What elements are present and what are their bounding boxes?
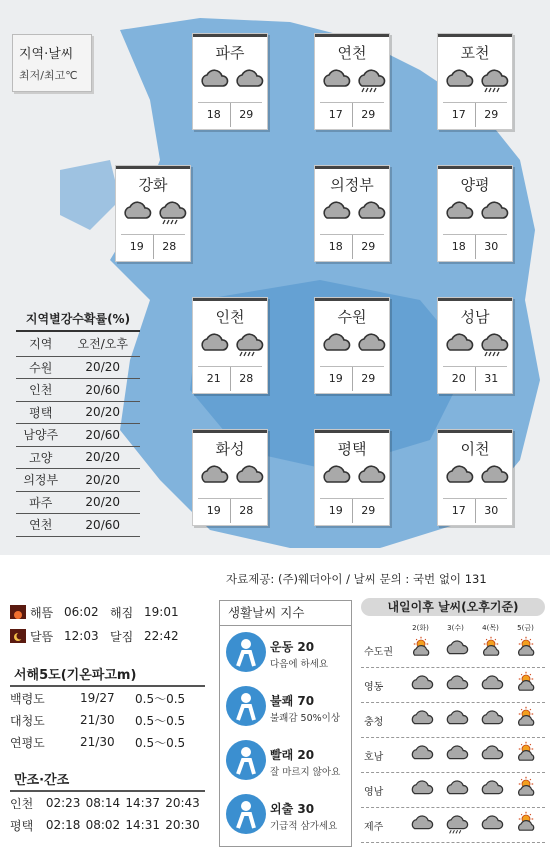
precip-region: 고양 [16,446,65,469]
weather-icons [438,64,512,94]
partly-sunny-icon [510,811,545,839]
forecast-day: 5(금) [517,624,534,632]
temp-low: 19 [129,240,144,253]
wave-height: 0.5～0.5 [135,735,186,750]
weather-icons [438,328,512,358]
temp-high: 29 [352,103,385,127]
life-index-item [220,734,351,788]
city-name: 강화 [138,176,168,194]
forecast-day: 2(화) [412,624,429,632]
cloud-icon [319,196,351,226]
sunset-label: 해짐 [110,605,134,620]
precip-value: 20/60 [65,424,140,447]
temperature-row [320,498,384,523]
cloud-icon [405,811,440,839]
precip-value: 20/20 [65,491,140,514]
cloud-icon [442,460,474,490]
tide-time: 14:31 [125,818,160,832]
temperature-row [121,234,185,259]
temperature-row [320,102,384,127]
partly-sunny-icon [405,636,440,664]
forecast-region: 호남 [364,751,384,763]
rain-cloud-icon [354,64,386,94]
forecast-region: 충청 [364,716,384,728]
sunset-time: 19:01 [144,605,179,619]
temp-high: 29 [230,103,263,127]
life-index-item [220,680,351,734]
temp-low: 19 [328,504,343,517]
table-row [16,514,140,537]
weather-icons [315,196,389,226]
city-card [192,33,268,130]
rain-cloud-icon [232,328,264,358]
temp-low: 18 [451,240,466,253]
left-info-panel [10,600,205,836]
temp-high: 29 [352,499,385,523]
table-row [16,491,140,514]
cloud-icon [405,741,440,769]
cloud-icon [477,196,509,226]
partly-sunny-icon [510,706,545,734]
precip-region: 파주 [16,491,65,514]
temp-low: 17 [451,504,466,517]
forecast-row [361,703,545,738]
life-index-desc: 잘 마르지 않아요 [270,767,341,778]
precip-header-ampm: 오전/오후 [65,332,140,356]
temp-low: 21 [206,372,221,385]
cloud-icon [440,671,475,699]
life-index-desc: 기급적 삼가세요 [270,821,338,832]
weather-icons [315,64,389,94]
temp-high: 28 [230,367,263,391]
temp-high: 28 [153,235,186,259]
temp-low: 20 [451,372,466,385]
temperature-row [198,102,262,127]
weather-icons [438,196,512,226]
tide-time: 08:02 [85,818,121,832]
rain-cloud-icon [440,811,475,839]
precip-value: 20/20 [65,356,140,379]
sunrise-icon [10,605,26,619]
cloud-icon [475,776,510,804]
wave-row [10,731,205,753]
table-row [16,356,140,379]
tide-row [10,814,205,836]
temp-high: 31 [475,367,508,391]
precip-region: 남양주 [16,424,65,447]
life-index-name: 빨래 20 [270,748,315,762]
city-name: 이천 [460,440,490,458]
sunrise-time: 06:02 [64,605,99,619]
table-row [16,469,140,492]
life-index-name: 운동 20 [270,640,315,654]
forecast-panel [361,598,545,843]
precip-region: 평택 [16,401,65,424]
temp-low: 18 [206,108,221,121]
city-card [437,33,513,130]
tide-row [10,792,205,814]
tide-time: 20:43 [165,796,200,810]
forecast-region: 수도권 [364,646,393,658]
cloud-icon [319,460,351,490]
moonset-label: 달짐 [110,629,134,644]
life-index-item [220,788,351,842]
wave-island: 연평도 [10,735,45,750]
cloud-icon [232,64,264,94]
cloud-icon [120,196,152,226]
life-index-name: 불쾌 70 [270,694,315,708]
rain-cloud-icon [477,328,509,358]
partly-sunny-icon [510,741,545,769]
weather-icons [315,328,389,358]
temp-high: 29 [352,235,385,259]
city-card [437,165,513,262]
temperature-row [443,102,507,127]
city-name: 인천 [215,308,245,326]
partly-sunny-icon [510,776,545,804]
city-name: 의정부 [330,176,374,194]
city-card [314,429,390,526]
weather-icons [438,460,512,490]
table-row [16,379,140,402]
table-row [16,446,140,469]
forecast-row [361,633,545,668]
partly-sunny-icon [510,671,545,699]
sun-row [10,600,205,624]
precip-region: 의정부 [16,469,65,492]
cloud-icon [475,741,510,769]
temp-high: 30 [475,499,508,523]
cloud-icon [354,196,386,226]
forecast-row [361,738,545,773]
temperature-row [320,366,384,391]
temp-low: 17 [328,108,343,121]
wave-row [10,687,205,709]
city-name: 파주 [215,44,245,62]
city-card [314,165,390,262]
data-source: 자료제공: (주)웨더아이 / 날씨 문의 : 국번 없이 131 [226,572,487,586]
cloud-icon [477,460,509,490]
cloud-icon [232,460,264,490]
cloud-icon [405,671,440,699]
temp-high: 29 [352,367,385,391]
tide-time: 02:18 [45,818,81,832]
outing-icon [226,794,266,834]
city-card [115,165,191,262]
waves-title: 서해5도(기온파고m) [10,662,205,687]
precip-value: 20/20 [65,446,140,469]
city-name: 성남 [460,308,490,326]
precip-probability-table [16,310,140,537]
temp-high: 28 [230,499,263,523]
life-index-panel [219,600,352,847]
city-card [437,429,513,526]
cloud-icon [440,741,475,769]
city-name: 포천 [460,44,490,62]
forecast-day: 3(수) [447,624,464,632]
cloud-icon [475,811,510,839]
city-card [437,297,513,394]
life-index-desc: 불쾌감 50%이상 [270,713,341,724]
cloud-icon [197,328,229,358]
partly-sunny-icon [475,636,510,664]
temp-low: 17 [451,108,466,121]
partly-sunny-icon [510,636,545,664]
precip-value: 20/20 [65,469,140,492]
exercise-icon [226,632,266,672]
temperature-row [320,234,384,259]
precip-header-region: 지역 [16,332,65,356]
weather-icons [193,460,267,490]
moonrise-time: 12:03 [64,629,99,643]
cloud-icon [197,64,229,94]
precip-region: 수원 [16,356,65,379]
temp-low: 19 [206,504,221,517]
city-card [192,429,268,526]
weather-icons [193,64,267,94]
forecast-title: 내일이후 날씨(오후기준) [361,598,545,616]
forecast-row [361,668,545,703]
laundry-icon [226,740,266,780]
tide-time: 14:37 [125,796,160,810]
wave-temp: 21/30 [80,713,115,727]
cloud-icon [319,64,351,94]
wave-row [10,709,205,731]
wave-island: 대청도 [10,713,45,728]
cloud-icon [475,671,510,699]
city-card [314,33,390,130]
tide-location: 인천 [10,796,34,811]
tides-title: 만조·간조 [10,767,205,792]
cloud-icon [442,64,474,94]
life-index-desc: 다음에 하세요 [270,659,329,670]
city-name: 화성 [215,440,245,458]
discomfort-icon [226,686,266,726]
temp-low: 18 [328,240,343,253]
temp-high: 29 [475,103,508,127]
temperature-row [198,366,262,391]
weather-icons [116,196,190,226]
cloud-icon [440,636,475,664]
wave-island: 백령도 [10,691,45,706]
tide-time: 02:23 [45,796,81,810]
city-name: 양평 [460,176,490,194]
city-card [192,297,268,394]
cloud-icon [442,196,474,226]
life-index-name: 외출 30 [270,802,315,816]
temperature-row [443,498,507,523]
map-legend [12,34,92,92]
table-row [16,401,140,424]
life-index-item [220,626,351,680]
cloud-icon [354,328,386,358]
forecast-region: 영남 [364,786,384,798]
city-card [314,297,390,394]
cloud-icon [354,460,386,490]
temp-low: 19 [328,372,343,385]
wave-temp: 19/27 [80,691,115,705]
legend-line2: 최저/최고℃ [19,69,78,82]
sunrise-label: 해뜸 [30,605,54,620]
legend-line1: 지역·날씨 [19,47,74,62]
cloud-icon [197,460,229,490]
cloud-icon [319,328,351,358]
precip-value: 20/60 [65,379,140,402]
wave-height: 0.5～0.5 [135,691,186,706]
cloud-icon [440,776,475,804]
precip-title: 지역별강수확률(%) [16,310,140,332]
tide-time: 20:30 [165,818,200,832]
wave-height: 0.5～0.5 [135,713,186,728]
wave-temp: 21/30 [80,735,115,749]
cloud-icon [405,776,440,804]
weather-icons [193,328,267,358]
table-row [16,424,140,447]
city-name: 연천 [337,44,367,62]
life-index-title: 생활날씨 지수 [220,601,351,626]
temp-high: 30 [475,235,508,259]
forecast-region: 제주 [364,821,384,833]
cloud-icon [442,328,474,358]
precip-value: 20/60 [65,514,140,537]
moonrise-label: 달뜸 [30,629,54,644]
forecast-region: 영동 [364,681,384,693]
forecast-row [361,773,545,808]
weather-icons [315,460,389,490]
cloud-icon [475,706,510,734]
moonrise-icon [10,629,26,643]
rain-cloud-icon [155,196,187,226]
cloud-icon [405,706,440,734]
tide-time: 08:14 [85,796,121,810]
temperature-row [198,498,262,523]
precip-region: 인천 [16,379,65,402]
temperature-row [443,366,507,391]
city-name: 평택 [337,440,367,458]
moonset-time: 22:42 [144,629,179,643]
precip-value: 20/20 [65,401,140,424]
temperature-row [443,234,507,259]
precip-region: 연천 [16,514,65,537]
forecast-row [361,808,545,843]
rain-cloud-icon [477,64,509,94]
moon-row [10,624,205,648]
forecast-day: 4(목) [482,624,499,632]
tide-location: 평택 [10,818,34,833]
city-name: 수원 [337,308,367,326]
cloud-icon [440,706,475,734]
